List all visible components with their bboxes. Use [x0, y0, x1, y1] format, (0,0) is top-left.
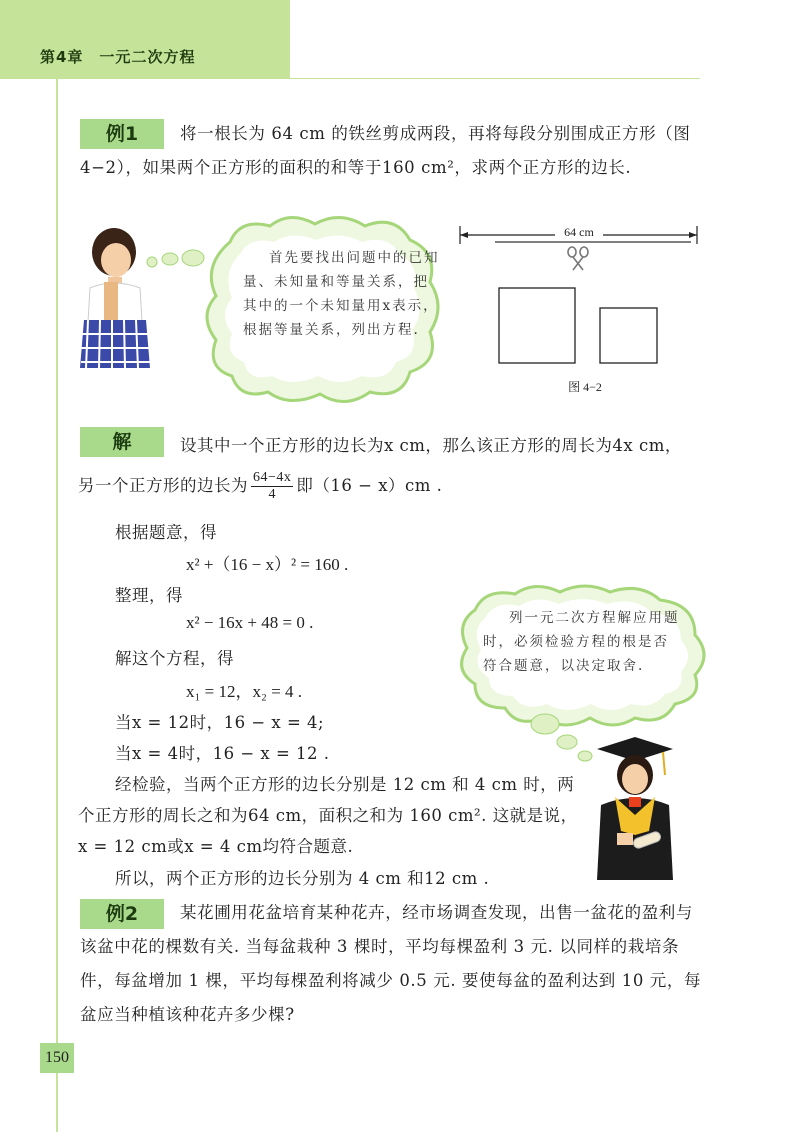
example2-text: 某花圃用花盆培育某种花卉，经市场调查发现，出售一盆花的盈利与该盆中花的棵数有关. 当每盆栽种 3 棵时，平均每棵盈利 3 元. 以同样的栽培条件，每盆增加 1 棵，平均每棵盈利将减少 0.5 元. 要使每盆的盈利达到 10 元，每盆应当种植该种花卉多少棵?	[80, 903, 702, 1024]
chapter-title: 第4章 一元二次方程	[40, 48, 196, 66]
figure-caption: 图 4−2	[568, 380, 602, 394]
page-number: 150	[40, 1043, 74, 1073]
fraction-numerator: 64−4x	[253, 470, 292, 485]
thought-text-1: 首先要找出问题中的已知量、未知量和等量关系，把其中的一个未知量用x表示，根据等量关系，列出方程.	[243, 250, 440, 338]
solution-step-2: 整理，得	[115, 586, 183, 605]
solution-label: 解	[80, 427, 164, 457]
fraction	[251, 470, 293, 503]
example1-label: 例1	[80, 119, 164, 149]
example2-label: 例2	[80, 899, 164, 929]
figure-4-2	[455, 222, 705, 372]
example1-text: 将一根长为 64 cm 的铁丝剪成两段，再将每段分别围成正方形（图4−2），如果两个正方形的面积的和等于160 cm²，求两个正方形的边长.	[80, 124, 691, 177]
equation-2: x² − 16x + 48 = 0 .	[186, 613, 314, 632]
solution-step-3: 解这个方程，得	[115, 649, 234, 668]
solution-case-1: 当x = 12时，16 − x = 4;	[115, 713, 325, 732]
fraction-denominator: 4	[268, 487, 276, 502]
equation-3: x₁ = 12，x₂ = 4 .	[186, 682, 303, 701]
solution-conclusion: 所以，两个正方形的边长分别为 4 cm 和12 cm .	[115, 869, 490, 888]
solution-line-1: 设其中一个正方形的边长为x cm，那么该正方形的周长为4x cm，	[180, 436, 682, 455]
solution-check-3: x = 12 cm或x = 4 cm均符合题意.	[78, 837, 354, 856]
thought-text-2: 列一元二次方程解应用题时，必须检验方程的根是否符合题意，以决定取舍.	[483, 610, 680, 674]
solution-line-2	[78, 470, 442, 503]
solution-case-2: 当x = 4时，16 − x = 12 .	[115, 744, 330, 763]
solution-line-2a: 另一个正方形的边长为	[78, 476, 248, 495]
solution-check-2: 个正方形的周长之和为64 cm，面积之和为 160 cm². 这就是说，	[78, 806, 578, 825]
equation-1: x² +（16 − x）² = 160 .	[186, 555, 349, 574]
solution-line-2b: 即（16 − x）cm .	[296, 476, 443, 495]
header-rule	[0, 78, 700, 79]
solution-check-1: 经检验，当两个正方形的边长分别是 12 cm 和 4 cm 时，两	[115, 775, 575, 794]
margin-rule	[56, 78, 58, 1132]
scissors-icon	[568, 247, 588, 270]
figure-length-label: 64 cm	[564, 225, 594, 239]
solution-step-1: 根据题意，得	[115, 523, 217, 542]
graduate-girl-illustration	[595, 735, 675, 880]
